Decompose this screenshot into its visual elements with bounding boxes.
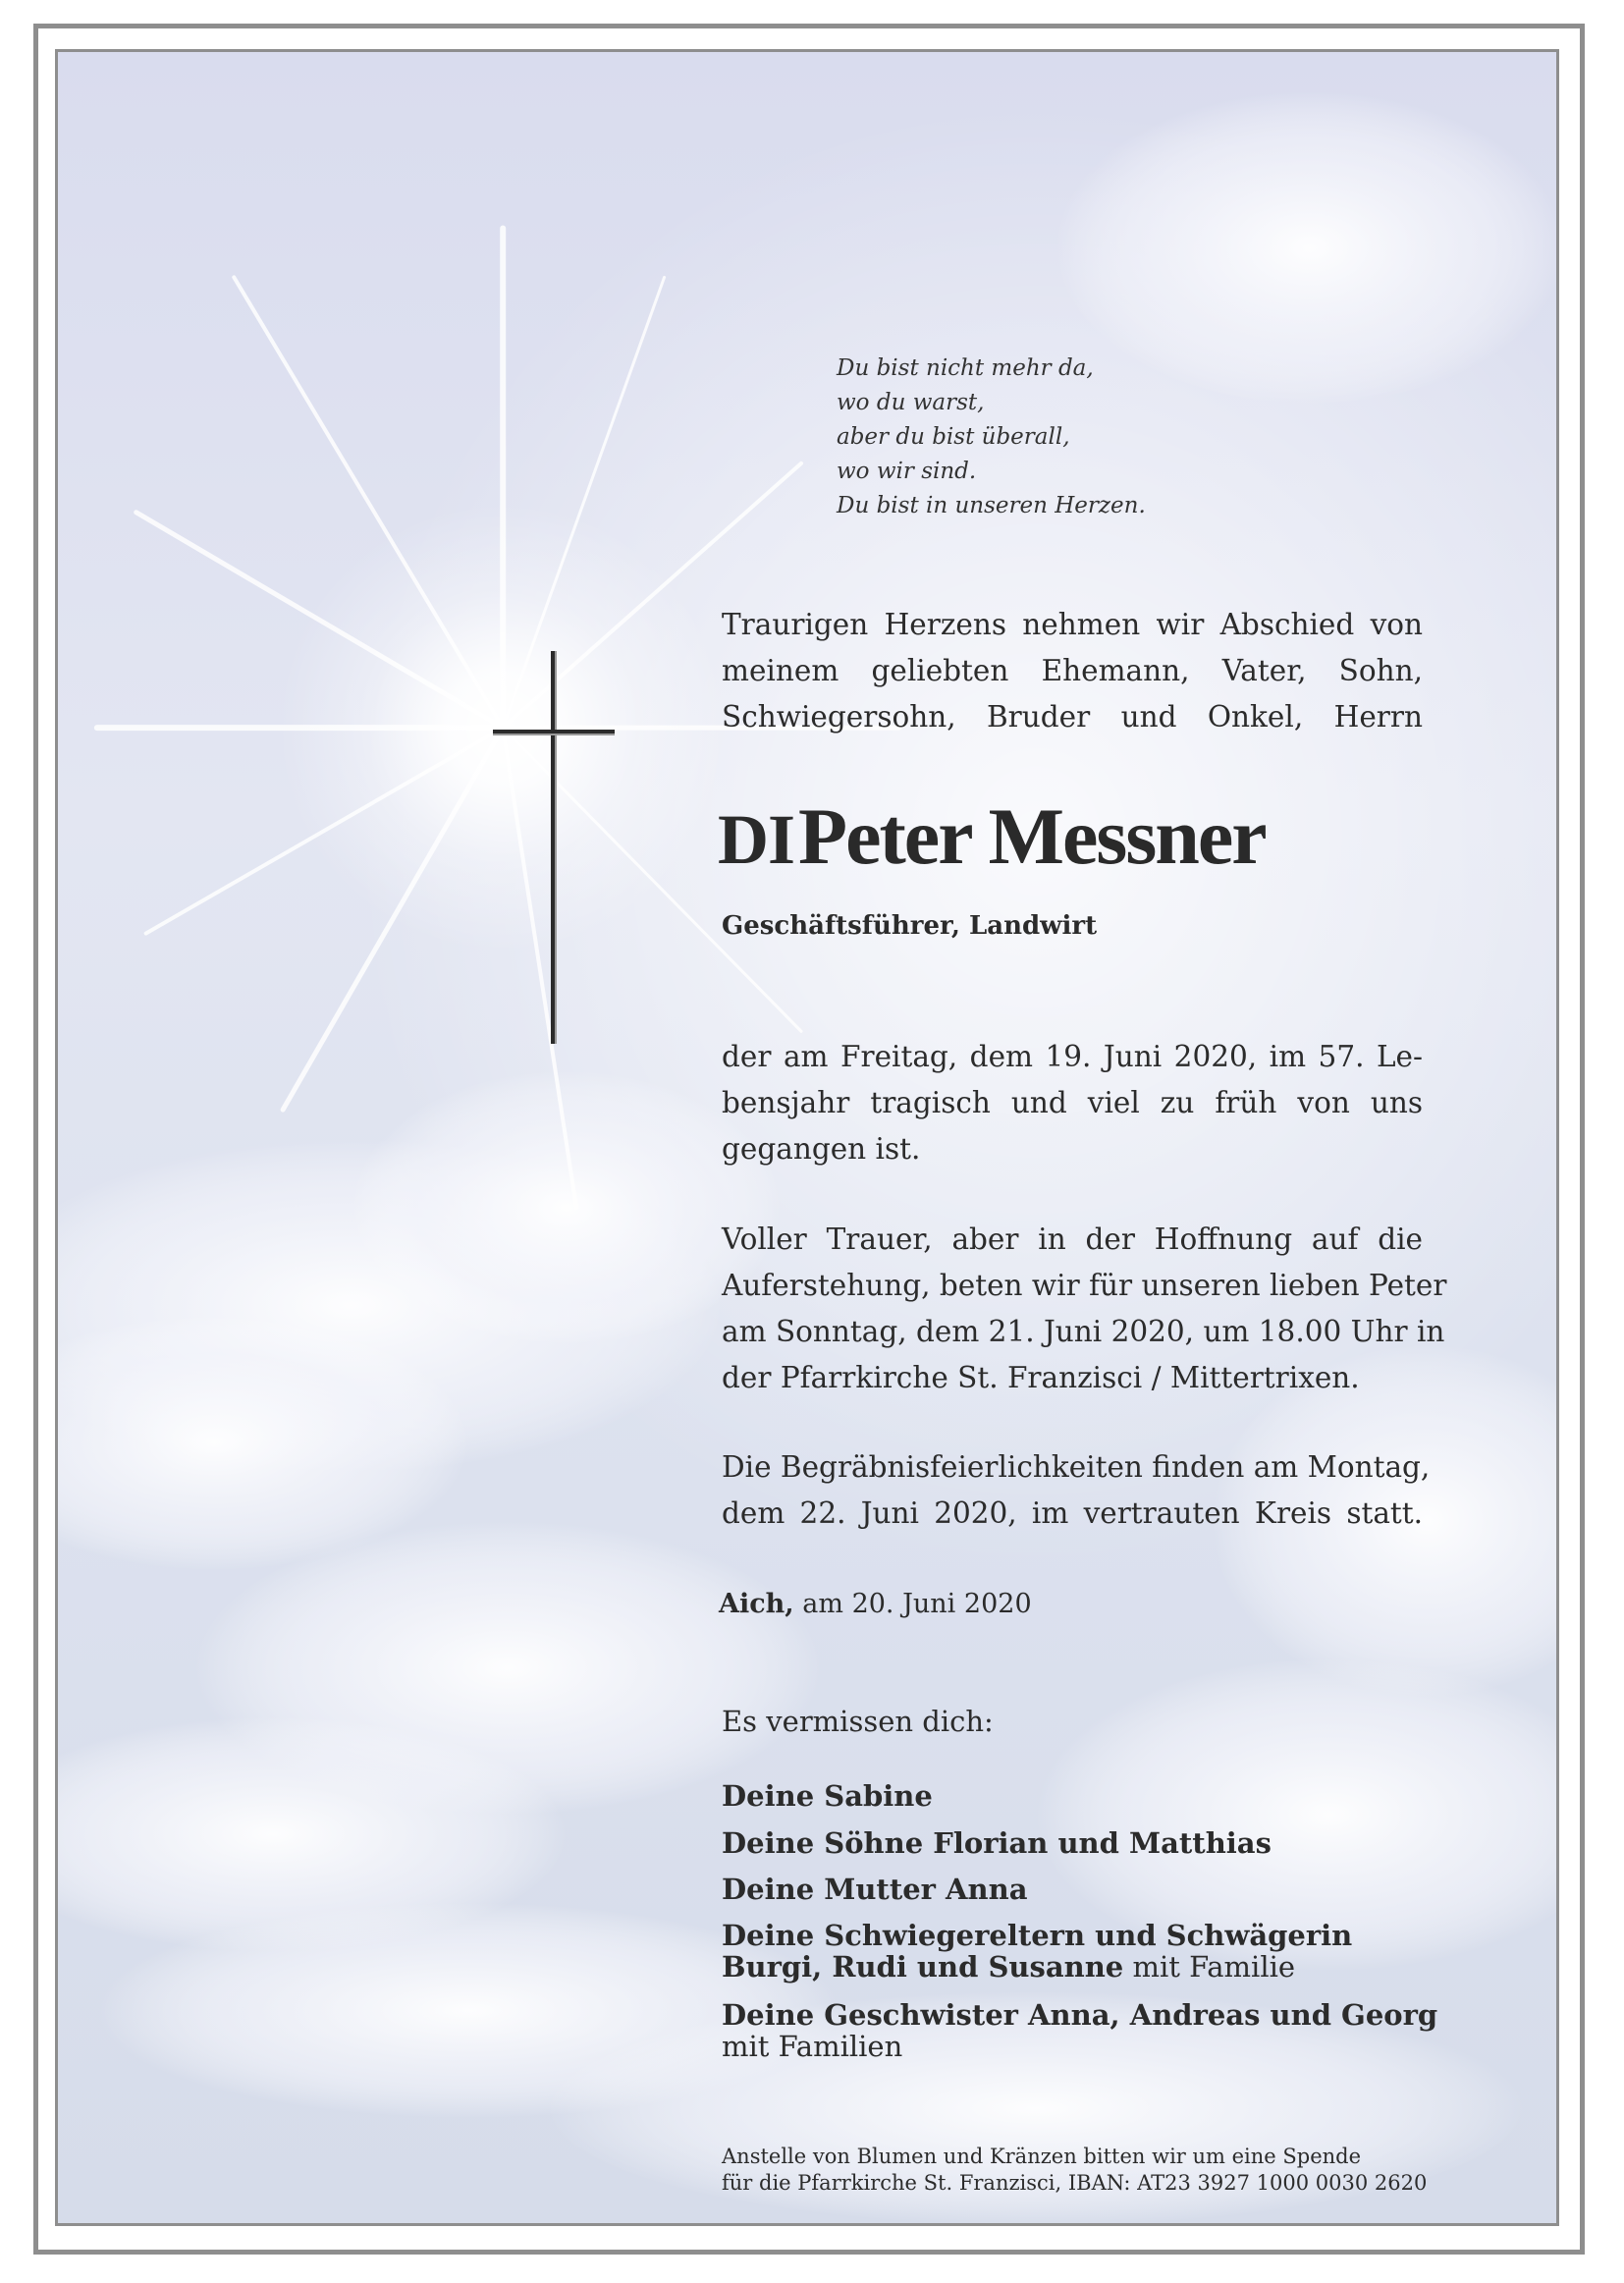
mourner-sons: Deine Söhne Florian und Matthias xyxy=(722,1826,1272,1860)
mourner-wife: Deine Sabine xyxy=(722,1779,933,1813)
profession: Geschäftsführer, Landwirt xyxy=(722,911,1098,941)
cross-icon xyxy=(490,651,627,1054)
intro-line: meinem geliebten Ehemann, Vater, Sohn, xyxy=(722,654,1423,687)
text-line: dem 22. Juni 2020, im vertrauten Kreis statt. xyxy=(722,1496,1423,1530)
poem-line: aber du bist überall, xyxy=(837,424,1070,450)
mourner-siblings xyxy=(722,1999,1437,2062)
prayer-notice xyxy=(722,1217,1447,1401)
text-line: Auferstehung, beten wir für unseren lieben Peter xyxy=(722,1269,1447,1302)
funeral-notice xyxy=(722,1444,1431,1537)
text-line: bensjahr tragisch und viel zu früh von uns xyxy=(722,1086,1423,1119)
text-line: der Pfarrkirche St. Franzisci / Mittertrixen. xyxy=(722,1361,1360,1394)
text-line: der am Freitag, dem 19. Juni 2020, im 57. Le- xyxy=(722,1040,1423,1073)
deceased-name xyxy=(718,790,1425,883)
poem-line: Du bist in unseren Herzen. xyxy=(837,493,1146,518)
intro-line: Traurigen Herzens nehmen wir Abschied von xyxy=(722,608,1423,641)
text-line: gegangen ist. xyxy=(722,1132,921,1166)
in-laws-line: Deine Schwiegereltern und Schwägerin xyxy=(722,1919,1353,1952)
mourner-in-laws xyxy=(722,1920,1352,1983)
intro-line: Schwiegersohn, Bruder und Onkel, Herrn xyxy=(722,700,1423,734)
in-laws-names: Burgi, Rudi und Susanne xyxy=(722,1950,1124,1984)
donation-note xyxy=(722,2144,1427,2197)
poem-line: wo du warst, xyxy=(837,390,985,415)
text-line: am Sonntag, dem 21. Juni 2020, um 18.00 Uhr in xyxy=(722,1315,1445,1348)
donation-line: für die Pfarrkirche St. Franzisci, IBAN: AT23 3927 1000 0030 2620 xyxy=(722,2171,1428,2195)
poem-line: Du bist nicht mehr da, xyxy=(837,355,1094,381)
date: am 20. Juni 2020 xyxy=(802,1589,1032,1619)
poem-line: wo wir sind. xyxy=(837,459,977,484)
mourner-mother: Deine Mutter Anna xyxy=(722,1873,1028,1906)
intro-text xyxy=(722,602,1423,740)
text-line: Voller Trauer, aber in der Hoffnung auf die xyxy=(722,1223,1423,1256)
memorial-poem xyxy=(837,352,1146,523)
text-line: Die Begräbnisfeierlichkeiten finden am Montag, xyxy=(722,1450,1431,1484)
siblings-suffix: mit Familien xyxy=(722,2030,903,2063)
siblings-line: Deine Geschwister Anna, Andreas und Georg xyxy=(722,1998,1438,2032)
full-name: Peter Messner xyxy=(798,791,1266,881)
portrait-photo xyxy=(1192,180,1403,447)
academic-title: DI xyxy=(718,800,795,879)
donation-line: Anstelle von Blumen und Kränzen bitten wir um eine Spende xyxy=(722,2145,1362,2168)
death-notice xyxy=(722,1034,1423,1172)
place: Aich, xyxy=(719,1589,794,1619)
place-date xyxy=(719,1589,1032,1619)
mourners-heading: Es vermissen dich: xyxy=(722,1705,994,1738)
in-laws-suffix: mit Familie xyxy=(1132,1950,1296,1984)
obituary-card xyxy=(55,49,1559,2226)
